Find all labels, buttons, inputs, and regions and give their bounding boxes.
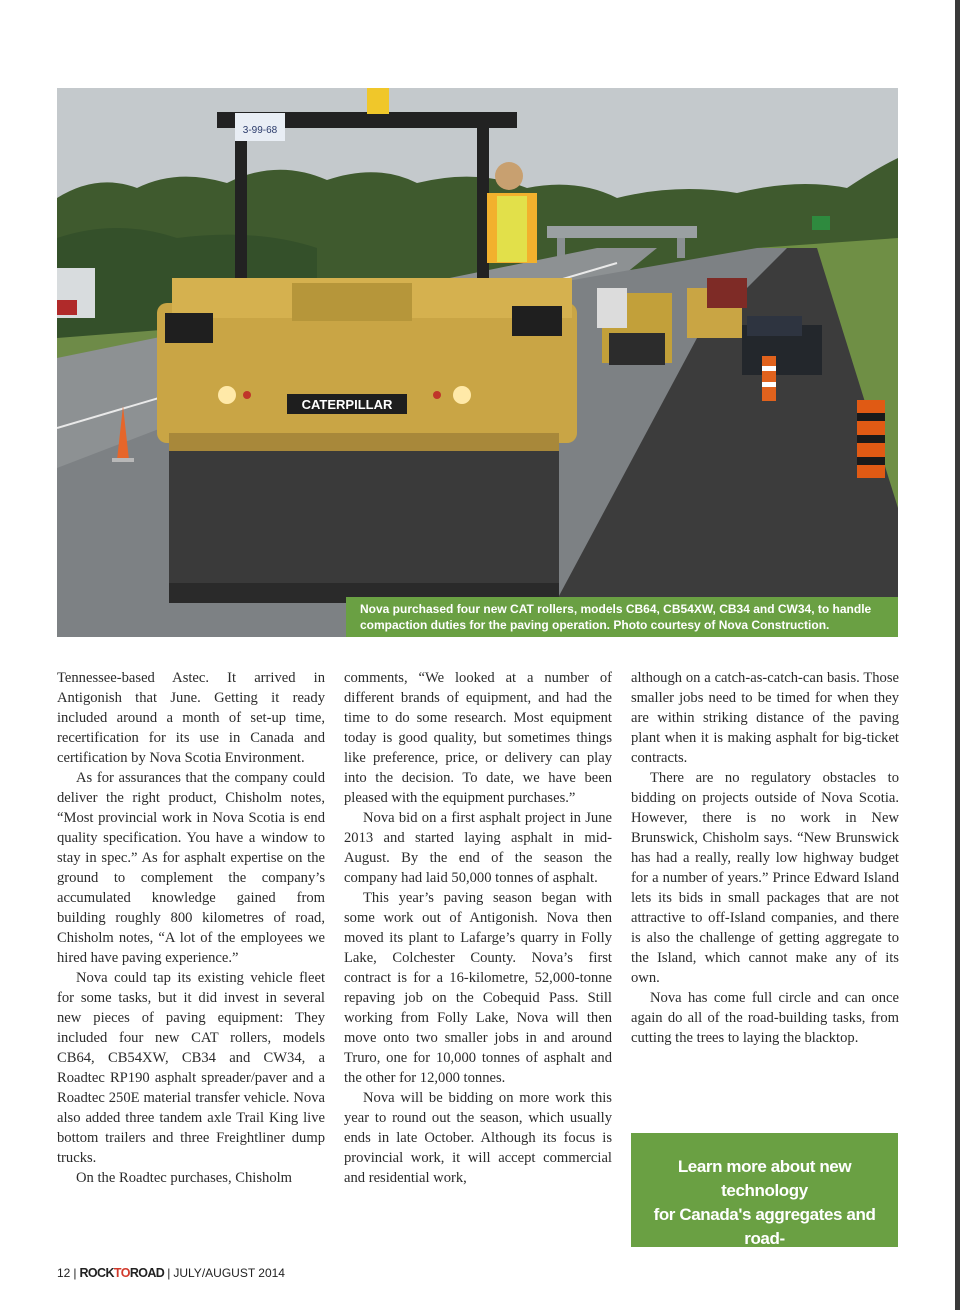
paragraph: Tennessee-based Astec. It arrived in Antigonish that June. Getting it ready included around a month of set-up time, recertification for its use in Canada and certification by Nova Scotia Environment.	[57, 670, 325, 766]
magazine-logo	[79, 1266, 164, 1280]
logo-to: TO	[113, 1266, 130, 1280]
paragraph: Nova has come full circle and can once again do all of the road-building tasks, from cutting the trees to laying the blacktop.	[631, 990, 899, 1046]
roller-photo	[57, 88, 898, 637]
paragraph: There are no regulatory obstacles to bidding on projects outside of Nova Scotia. However, there is no work in New Brunswick, Chisholm says. “New Brunswick has had a really, really low highway budget for a number of years.” Prince Edward Island lets its bids in small packages that are not attractive to off-Island companies, and there is also the challenge of getting aggregate to the Island, which cannot make any of its own.	[631, 770, 899, 986]
separator: |	[73, 1266, 77, 1280]
promo-line: Learn more about new technology	[677, 1157, 852, 1200]
paragraph: This year’s paving season began with some work out of Antigonish. Nova then moved its plant to Lafarge’s quarry in Folly Lake, Colchester County. Nova’s first contract is for a 16-kilometre, 52,000-tonne repaving job on the Cobequid Pass. Still working from Folly Lake, Nova will then move onto two smaller jobs in and around Truro, one for 10,000 tonnes of asphalt and the other for 12,000 tonnes.	[344, 890, 612, 1086]
promo-box[interactable]	[631, 1133, 898, 1296]
page-footer	[57, 1266, 285, 1280]
page-number: 12	[57, 1266, 71, 1280]
paragraph: Nova will be bidding on more work this year to round out the season, which usually ends in late October. Although its focus is provincial work, it will accept commercial and residential work,	[344, 1090, 612, 1186]
article-column-3	[631, 668, 899, 1048]
issue-date: JULY/AUGUST 2014	[173, 1266, 285, 1280]
paragraph: On the Roadtec purchases, Chisholm	[76, 1170, 293, 1186]
paragraph: comments, “We looked at a number of different brands of equipment, and had the time to do some research. Most equipment today is good quality, but sometimes things like preference, price, or delivery can play into the decision. To date, we have been pleased with the equipment purchases.”	[344, 670, 612, 806]
logo-rock: ROCK	[79, 1266, 114, 1280]
plate-number-text: 3-99-68	[242, 125, 278, 136]
paragraph: As for assurances that the company could deliver the right product, Chisholm notes, “Most provincial work in Nova Scotia is end quality specification. You have a window to stay in spec.” As for asphalt expertise on the ground to complement the company’s accumulated knowledge gained from building roughly 800 kilometres of road, Chisholm notes, “A lot of the employees we hired have paving experience.”	[57, 770, 325, 966]
paragraph: Nova bid on a first asphalt project in June 2013 and started laying asphalt in mid-August. By the end of the season the company had laid 50,000 tonnes of asphalt.	[344, 810, 612, 886]
logo-road: ROAD	[129, 1266, 165, 1280]
article-column-2	[344, 668, 612, 1188]
paving-scene	[57, 88, 898, 637]
promo-line: for Canada's aggregates and road-	[653, 1205, 876, 1248]
paragraph: although on a catch-as-catch-can basis. Those smaller jobs need to be timed for when they are within striking distance of the paving plant when it is making asphalt for big-ticket contracts.	[631, 670, 899, 766]
promo-line: building industry at rocktoroad.com.	[689, 1253, 840, 1296]
roller-brand-text: CATERPILLAR	[301, 397, 393, 412]
page-edge	[955, 0, 960, 1310]
separator: |	[167, 1266, 171, 1280]
article-column-1	[57, 668, 325, 1188]
photo-caption: Nova purchased four new CAT rollers, models CB64, CB54XW, CB34 and CW34, to handle compaction duties for the paving operation. Photo courtesy of Nova Construction.	[346, 597, 898, 637]
paragraph: Nova could tap its existing vehicle fleet for some tasks, but it did invest in several new pieces of paving equipment: They included four new CAT rollers, models CB64, CB54XW, CB34 and CW34, a Roadtec RP190 asphalt spreader/paver and a Roadtec 250E material transfer vehicle. Nova also added three tandem axle Trail King live bottom trailers and three Freightliner dump trucks.	[57, 970, 325, 1166]
